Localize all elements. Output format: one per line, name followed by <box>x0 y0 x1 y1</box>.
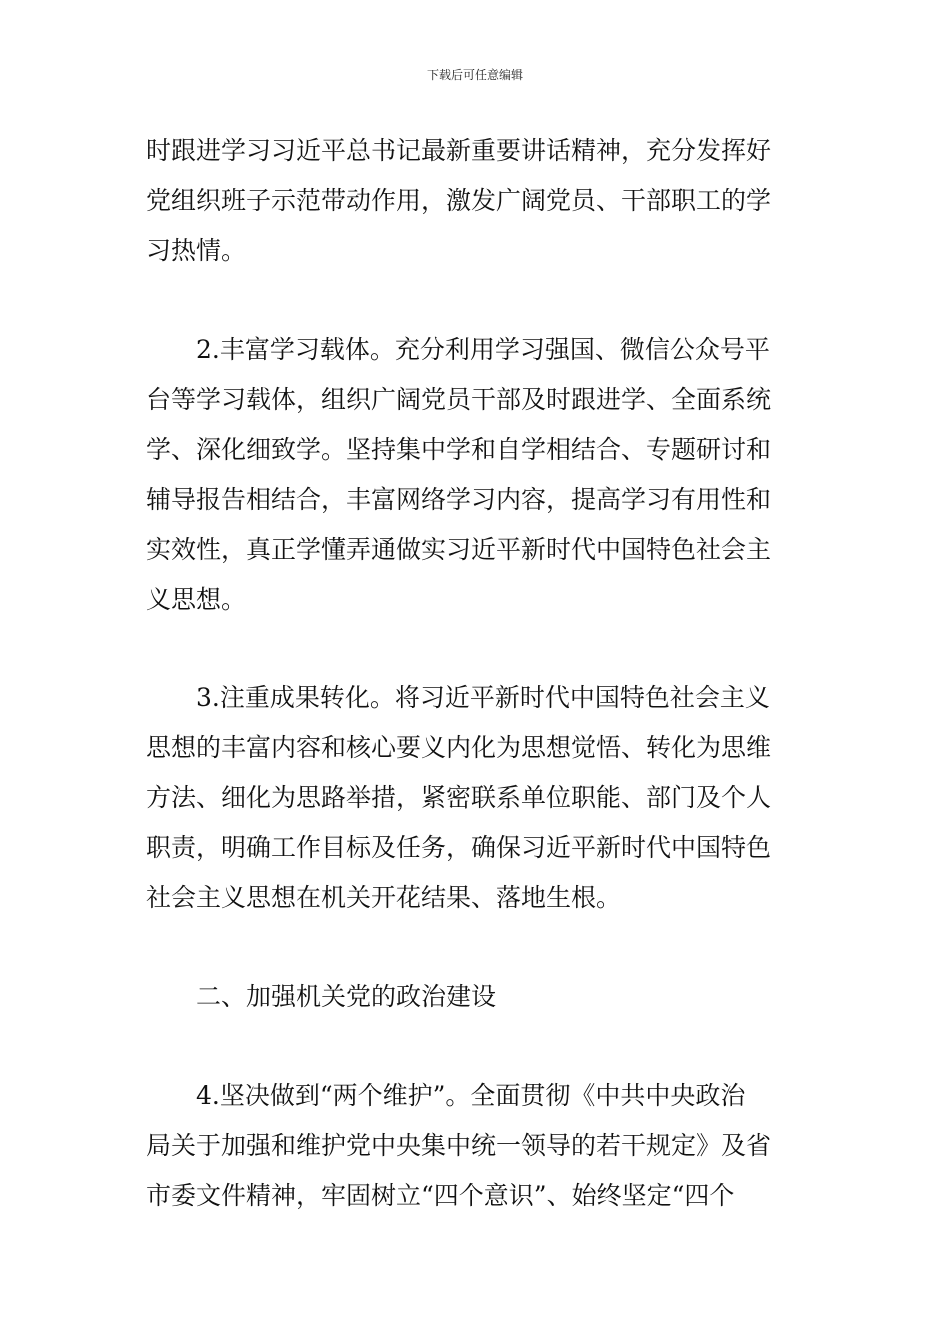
text-line: 义思想。 <box>146 585 247 614</box>
text-line: 习热情。 <box>146 236 247 265</box>
text-line: 2.丰富学习载体。充分利用学习强国、微信公众号平 <box>196 335 770 364</box>
text-line: 党组织班子示范带动作用，激发广阔党员、干部职工的学 <box>146 186 772 215</box>
text-line: 思想的丰富内容和核心要义内化为思想觉悟、转化为思维 <box>146 733 772 762</box>
paragraph-continuation <box>146 126 806 276</box>
paragraph-item-4 <box>146 1071 806 1221</box>
text-line: 时跟进学习习近平总书记最新重要讲话精神，充分发挥好 <box>146 136 772 165</box>
text-line: 学、深化细致学。坚持集中学和自学相结合、专题研讨和 <box>146 435 772 464</box>
section-heading <box>146 972 806 1022</box>
text-line: 台等学习载体，组织广阔党员干部及时跟进学、全面系统 <box>146 385 772 414</box>
text-line: 辅导报告相结合，丰富网络学习内容，提高学习有用性和 <box>146 485 772 514</box>
text-line: 市委文件精神，牢固树立“四个意识”、始终坚定“四个 <box>146 1181 735 1210</box>
page-header: 下载后可任意编辑 <box>426 68 523 82</box>
text-line: 3.注重成果转化。将习近平新时代中国特色社会主义 <box>196 683 770 712</box>
text-line: 方法、细化为思路举措，紧密联系单位职能、部门及个人 <box>146 783 772 812</box>
text-line: 社会主义思想在机关开花结果、落地生根。 <box>146 883 622 912</box>
paragraph-item-2 <box>146 325 806 625</box>
text-line: 4.坚决做到“两个维护”。全面贯彻《中共中央政治 <box>196 1081 746 1110</box>
paragraph-item-3 <box>146 673 806 923</box>
text-line: 职责，明确工作目标及任务，确保习近平新时代中国特色 <box>146 833 772 862</box>
text-line: 实效性，真正学懂弄通做实习近平新时代中国特色社会主 <box>146 535 772 564</box>
text-line: 局关于加强和维护党中央集中统一领导的若干规定》及省 <box>146 1131 772 1160</box>
heading-line: 二、加强机关党的政治建设 <box>196 982 497 1011</box>
